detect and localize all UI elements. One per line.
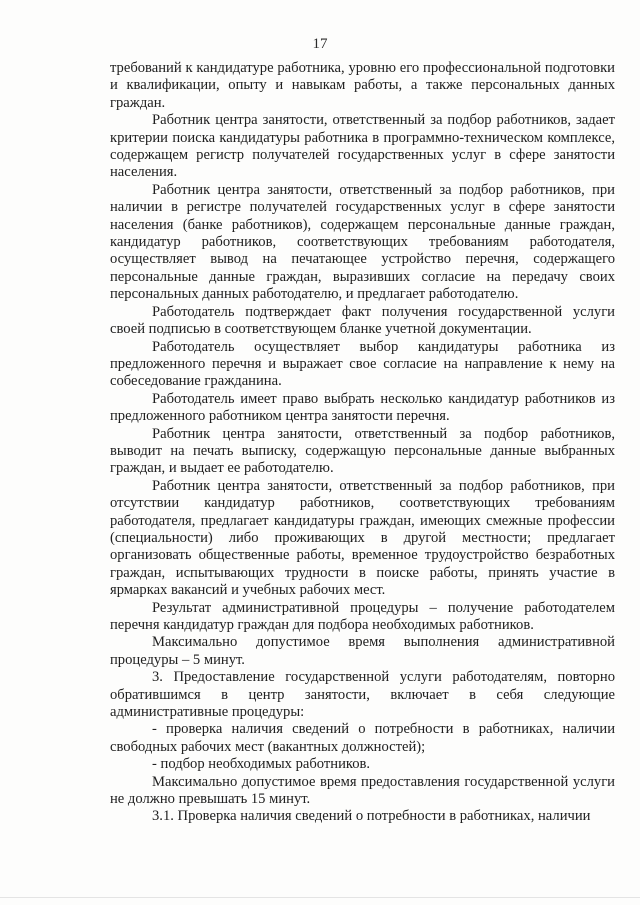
document-body (110, 60, 615, 826)
page-number: 17 (312, 36, 328, 52)
paragraph: Результат административной процедуры – получение работодателем перечня кандидатур граждан для подбора необходимых работников. (110, 599, 615, 633)
paragraph: - подбор необходимых работников. (152, 756, 371, 773)
paragraph: - проверка наличия сведений о потребности в работниках, наличии свободных рабочих мест (вакантных должностей); (110, 721, 615, 755)
paragraph: Работник центра занятости, ответственный за подбор работников, при наличии в регистре получателей государственных услуг в сфере занятости населения (банке работников), содержащем персональные данные граждан, кандидатур работников, соответствующих требованиям работодателя, осуществляет вывод на печатающее устройство перечня, содержащего персональные данные граждан, выразивших согласие на передачу своих персональных данных работодателю, и предлагает работодателю. (110, 181, 615, 303)
paragraph: Работодатель подтверждает факт получения государственной услуги своей подписью в соответствующем бланке учетной документации. (110, 303, 615, 338)
paragraph: Максимально допустимое время выполнения административной процедуры – 5 минут. (110, 634, 615, 668)
paragraph: Работник центра занятости, ответственный за подбор работников, выводит на печать выписку, содержащую персональные данные выбранных граждан, и выдает ее работодателю. (110, 425, 615, 477)
paragraph: 3. Предоставление государственной услуги работодателям, повторно обратившимся в центр занятости, включает в себя следующие административные процедуры: (110, 669, 615, 721)
paragraph: Работник центра занятости, ответственный за подбор работников, при отсутствии кандидатур работников, соответствующих требованиям работодателя, предлагает кандидатуры граждан, имеющих смежные профессии (специальности) либо проживающих в другой местности; предлагает организовать общественные работы, временное трудоустройство безработных граждан, испытывающих трудности в поиске работы, принять участие в ярмарках вакансий и учебных рабочих мест. (110, 477, 615, 599)
paragraph: требований к кандидатуре работника, уровню его профессиональной подготовки и квалификации, опыту и навыкам работы, а также персональных данных граждан. (110, 60, 615, 111)
paragraph: Работник центра занятости, ответственный за подбор работников, задает критерии поиска кандидатуры работника в программно-техническом комплексе, содержащем регистр получателей государственных услуг в сфере занятости населения. (110, 112, 615, 181)
paragraph: Работодатель осуществляет выбор кандидатуры работника из предложенного перечня и выражает свое согласие на направление к нему на собеседование гражданина. (110, 338, 615, 390)
paragraph: Работодатель имеет право выбрать несколько кандидатур работников из предложенного работником центра занятости перечня. (110, 390, 615, 425)
paragraph: 3.1. Проверка наличия сведений о потребности в работниках, наличии (152, 808, 591, 825)
scan-edge-line (0, 897, 640, 898)
paragraph: Максимально допустимое время предоставления государственной услуги не должно превышать 15 минут. (110, 773, 615, 808)
